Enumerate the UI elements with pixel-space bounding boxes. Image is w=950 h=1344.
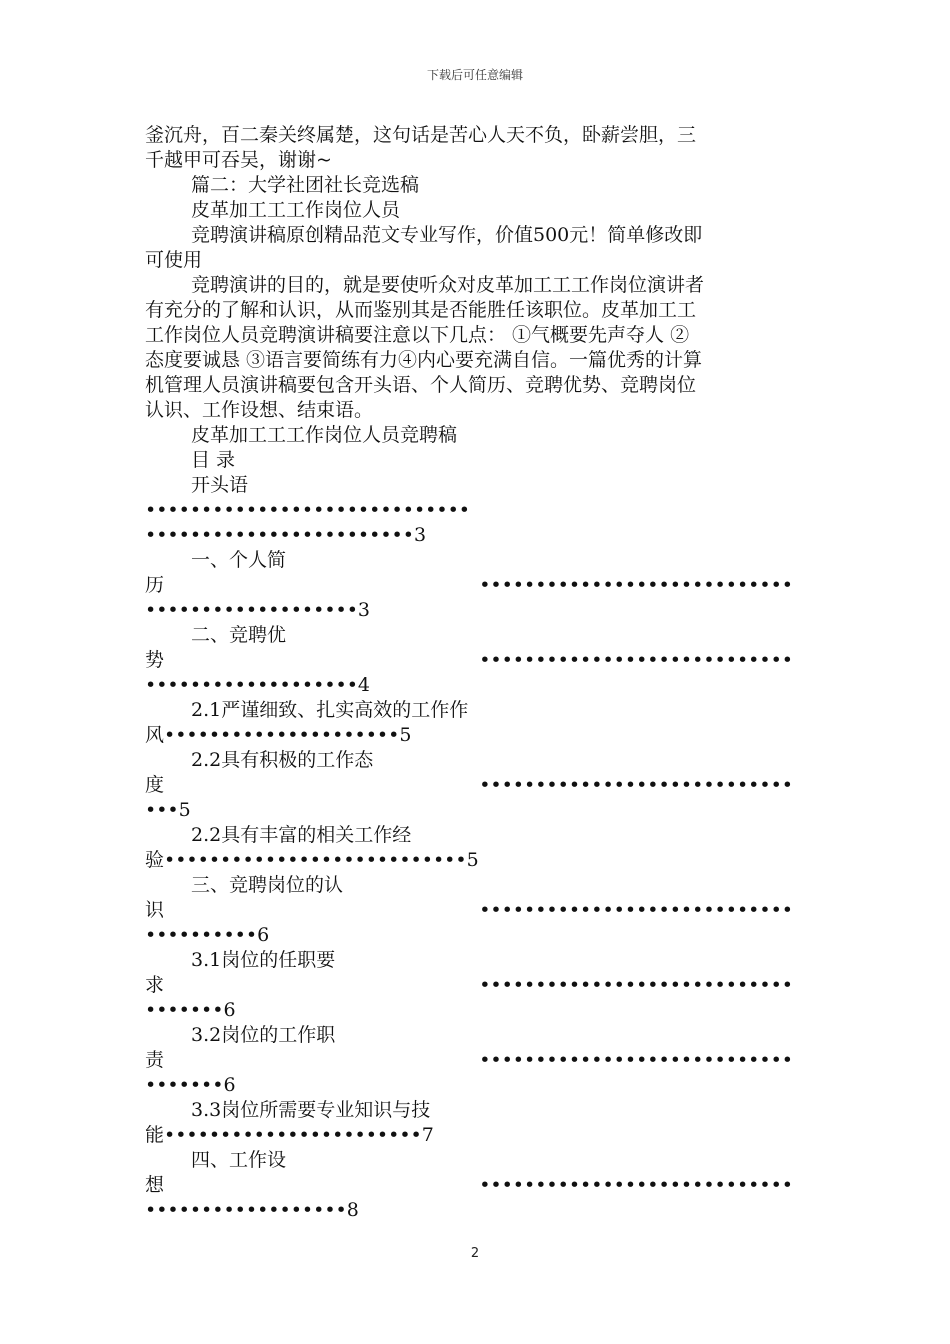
text-line: 度•••••••••••••••••••••••••••• xyxy=(145,774,793,796)
text-line: ••••••••••••••••••8 xyxy=(145,1199,359,1221)
text-line: 认识、工作设想、结束语。 xyxy=(145,399,374,421)
text-line: ••••••••••••••••••••••••3 xyxy=(145,524,427,546)
text-line: •••••••••••••••••••4 xyxy=(145,674,371,696)
text-line: 千越甲可吞吴，谢谢~ xyxy=(145,149,332,171)
text-line: •••••••••••••••••••3 xyxy=(145,599,371,621)
page-number: 2 xyxy=(470,1246,480,1261)
text-line: 竞聘演讲稿原创精品范文专业写作，价值500元！简单修改即 xyxy=(191,224,703,246)
text-line: 态度要诚恳 ③语言要简练有力④内心要充满自信。一篇优秀的计算 xyxy=(145,349,703,371)
page-header: 下载后可任意编辑 xyxy=(426,68,523,82)
text-line: 开头语 xyxy=(191,474,249,496)
text-line: •••••••6 xyxy=(145,1074,236,1096)
text-line: 皮革加工工工作岗位人员 xyxy=(191,199,401,221)
text-line: 可使用 xyxy=(145,249,203,271)
document-body xyxy=(145,123,793,1223)
text-line: 有充分的了解和认识，从而鉴别其是否能胜任该职位。皮革加工工 xyxy=(145,299,697,321)
text-line: 机管理人员演讲稿要包含开头语、个人简历、竞聘优势、竞聘岗位 xyxy=(145,374,697,396)
text-line: 3.1岗位的任职要 xyxy=(191,949,336,971)
text-line: 历•••••••••••••••••••••••••••• xyxy=(145,574,793,596)
text-line: 2.2具有积极的工作态 xyxy=(191,749,374,771)
text-line: 目 录 xyxy=(191,449,236,471)
text-line: 能•••••••••••••••••••••••7 xyxy=(145,1124,434,1146)
text-line: ••••••••••••••••••••••••••••• xyxy=(145,499,471,521)
text-line: 想•••••••••••••••••••••••••••• xyxy=(145,1174,793,1196)
text-line: 识•••••••••••••••••••••••••••• xyxy=(145,899,793,921)
text-line: ••••••••••6 xyxy=(145,924,270,946)
text-line: 竞聘演讲的目的，就是要使听众对皮革加工工工作岗位演讲者 xyxy=(191,274,705,296)
text-line: 2.1严谨细致、扎实高效的工作作 xyxy=(191,699,469,721)
text-line: 二、竞聘优 xyxy=(191,624,287,646)
text-line: 风•••••••••••••••••••••5 xyxy=(145,724,412,746)
text-line: 2.2具有丰富的相关工作经 xyxy=(191,824,412,846)
text-line: •••••••6 xyxy=(145,999,236,1021)
text-line: 篇二：大学社团社长竞选稿 xyxy=(191,174,420,196)
text-line: 工作岗位人员竞聘演讲稿要注意以下几点： ①气概要先声夺人 ② xyxy=(145,324,690,346)
text-line: 三、竞聘岗位的认 xyxy=(191,874,344,896)
text-line: 3.2岗位的工作职 xyxy=(191,1024,336,1046)
text-line: 皮革加工工工作岗位人员竞聘稿 xyxy=(191,424,458,446)
text-line: 验•••••••••••••••••••••••••••5 xyxy=(145,849,479,871)
text-line: 求•••••••••••••••••••••••••••• xyxy=(145,974,793,996)
text-line: 一、个人简 xyxy=(191,549,287,571)
text-line: 势•••••••••••••••••••••••••••• xyxy=(145,649,793,671)
text-line: 釜沉舟，百二秦关终属楚，这句话是苦心人天不负，卧薪尝胆，三 xyxy=(145,124,697,146)
text-line: 责•••••••••••••••••••••••••••• xyxy=(145,1049,793,1071)
text-line: 3.3岗位所需要专业知识与技 xyxy=(191,1099,431,1121)
text-line: •••5 xyxy=(145,799,191,821)
text-line: 四、工作设 xyxy=(191,1149,287,1171)
